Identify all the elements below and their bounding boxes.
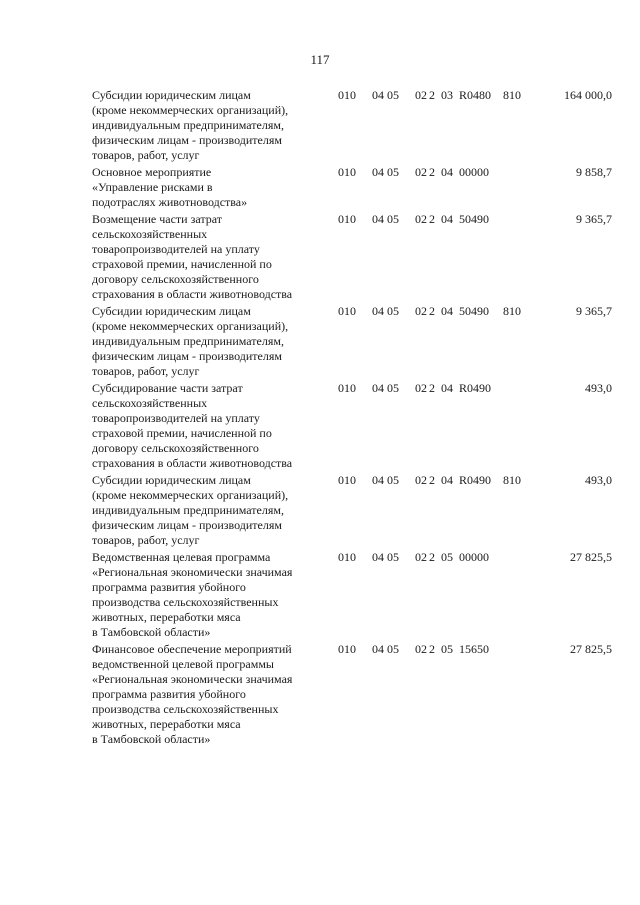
ved-code: 010 [338,165,356,179]
description-line: Основное мероприятие [92,165,212,179]
description-line: Возмещение части затрат [92,212,222,226]
table-row [92,304,612,379]
description-line: сельскохозяйственных [92,227,208,241]
section-code: 04 05 [372,381,399,395]
table-row [92,550,612,640]
table-row [92,88,612,163]
description-line: Субсидирование части затрат [92,381,243,395]
subprogram-code: 2 [429,88,435,102]
program-code: 02 [415,642,427,656]
subprogram-code: 2 [429,381,435,395]
program-code: 02 [415,550,427,564]
amount-value: 493,0 [585,381,612,395]
table-row [92,165,612,210]
amount-value: 164 000,0 [564,88,612,102]
row-description [92,212,318,302]
ved-code: 010 [338,473,356,487]
event-code: 04 [441,304,453,318]
description-line: товаров, работ, услуг [92,533,200,547]
description-line: Субсидии юридическим лицам [92,304,251,318]
article-code: 00000 [459,165,489,179]
row-description [92,473,318,548]
amount-value: 9 365,7 [576,304,612,318]
table-row [92,381,612,471]
program-code: 02 [415,473,427,487]
subprogram-code: 2 [429,212,435,226]
description-line: в Тамбовской области» [92,625,211,639]
description-line: индивидуальным предпринимателям, [92,118,284,132]
section-code: 04 05 [372,473,399,487]
description-line: страхования в области животноводства [92,287,293,301]
row-description [92,165,318,210]
budget-table [92,88,612,747]
event-code: 03 [441,88,453,102]
description-line: подотраслях животноводства» [92,195,248,209]
section-code: 04 05 [372,550,399,564]
event-code: 05 [441,550,453,564]
description-line: «Региональная экономически значимая [92,565,293,579]
amount-value: 9 365,7 [576,212,612,226]
ved-code: 010 [338,381,356,395]
description-line: ведомственной целевой программы [92,657,274,671]
amount-value: 27 825,5 [570,642,612,656]
description-line: (кроме некоммерческих организаций), [92,488,289,502]
article-code: 00000 [459,550,489,564]
description-line: физическим лицам - производителям [92,349,282,363]
subprogram-code: 2 [429,642,435,656]
description-line: товаров, работ, услуг [92,148,200,162]
table-row [92,473,612,548]
description-line: животных, переработки мяса [92,717,241,731]
ved-code: 010 [338,642,356,656]
description-line: животных, переработки мяса [92,610,241,624]
amount-value: 27 825,5 [570,550,612,564]
description-line: товаропроизводителей на уплату [92,242,260,256]
description-line: товаропроизводителей на уплату [92,411,260,425]
description-line: в Тамбовской области» [92,732,211,746]
description-line: физическим лицам - производителям [92,518,282,532]
ved-code: 010 [338,550,356,564]
article-code: R0490 [459,473,492,487]
article-code: 50490 [459,304,489,318]
article-code: 15650 [459,642,489,656]
description-line: программа развития убойного [92,580,246,594]
event-code: 04 [441,165,453,179]
program-code: 02 [415,212,427,226]
subprogram-code: 2 [429,165,435,179]
page-number: 117 [310,52,330,67]
program-code: 02 [415,381,427,395]
program-code: 02 [415,304,427,318]
event-code: 04 [441,212,453,226]
section-code: 04 05 [372,304,399,318]
description-line: страховой премии, начисленной по [92,257,272,271]
expense-type-code: 810 [503,88,521,102]
description-line: договору сельскохозяйственного [92,441,259,455]
description-line: (кроме некоммерческих организаций), [92,103,289,117]
ved-code: 010 [338,88,356,102]
event-code: 05 [441,642,453,656]
description-line: производства сельскохозяйственных [92,595,279,609]
row-description [92,550,318,640]
program-code: 02 [415,88,427,102]
description-line: программа развития убойного [92,687,246,701]
table-row [92,212,612,302]
row-description [92,642,318,747]
expense-type-code: 810 [503,473,521,487]
expense-type-code: 810 [503,304,521,318]
description-line: индивидуальным предпринимателям, [92,334,284,348]
description-line: индивидуальным предпринимателям, [92,503,284,517]
article-code: 50490 [459,212,489,226]
section-code: 04 05 [372,165,399,179]
ved-code: 010 [338,212,356,226]
row-description [92,304,318,379]
row-description [92,88,318,163]
description-line: Субсидии юридическим лицам [92,88,251,102]
description-line: сельскохозяйственных [92,396,208,410]
table-row [92,642,612,747]
program-code: 02 [415,165,427,179]
description-line: Ведомственная целевая программа [92,550,271,564]
article-code: R0490 [459,381,492,395]
description-line: «Управление рисками в [92,180,213,194]
subprogram-code: 2 [429,304,435,318]
subprogram-code: 2 [429,550,435,564]
description-line: товаров, работ, услуг [92,364,200,378]
description-line: производства сельскохозяйственных [92,702,279,716]
description-line: физическим лицам - производителям [92,133,282,147]
section-code: 04 05 [372,642,399,656]
event-code: 04 [441,381,453,395]
description-line: страховой премии, начисленной по [92,426,272,440]
article-code: R0480 [459,88,492,102]
event-code: 04 [441,473,453,487]
description-line: Финансовое обеспечение мероприятий [92,642,292,656]
description-line: страхования в области животноводства [92,456,293,470]
description-line: (кроме некоммерческих организаций), [92,319,289,333]
description-line: «Региональная экономически значимая [92,672,293,686]
section-code: 04 05 [372,88,399,102]
description-line: договору сельскохозяйственного [92,272,259,286]
row-description [92,381,318,471]
subprogram-code: 2 [429,473,435,487]
section-code: 04 05 [372,212,399,226]
ved-code: 010 [338,304,356,318]
amount-value: 493,0 [585,473,612,487]
description-line: Субсидии юридическим лицам [92,473,251,487]
amount-value: 9 858,7 [576,165,612,179]
